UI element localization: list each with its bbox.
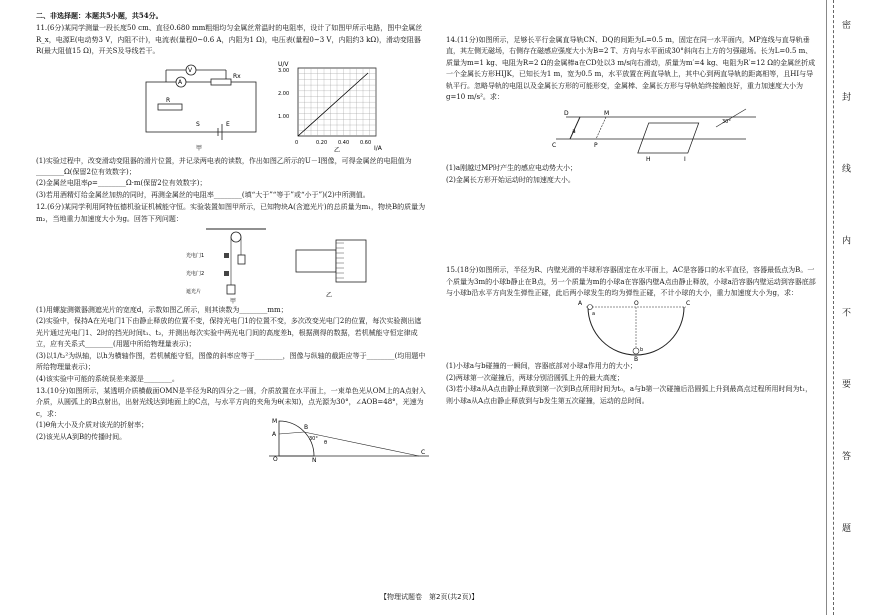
q11-stem: 11.(6分)某同学测量一段长度50 cm、直径0.680 mm粗细均匀金属丝常温时的电阻率，设计了如图甲所示电路，图中金属丝R_x，电源E(电动势3 V，内阻不计)，电流表(量程0~0.6 A，内阻为1 Ω)，电压表(量程0~3 V，内阻约3 kΩ)，滑动变阻器R(最大阻值15 Ω)，开关S及导线若干。 [36, 24, 423, 56]
svg-text:θ: θ [324, 440, 328, 447]
svg-text:C: C [421, 449, 426, 457]
label-gate1: 光电门1 [186, 253, 205, 260]
svg-text:B: B [304, 424, 309, 432]
svg-text:M: M [272, 418, 278, 426]
seal-line [833, 0, 834, 615]
q14-figure [446, 103, 818, 163]
q13-sub1: (1)θ角大小及介质对该光的折射率； [36, 421, 149, 430]
q15-hemisphere-diagram [576, 299, 696, 361]
q15-sub2: (2)两球第一次碰撞后，两球分别沿圆弧上升的最大高度； [446, 373, 624, 382]
svg-text:S: S [196, 120, 200, 128]
svg-text:I: I [684, 156, 686, 162]
q11-circuit-diagram [136, 62, 266, 152]
q11-fig-label-2: 乙 [334, 146, 341, 153]
svg-text:Rx: Rx [233, 72, 241, 80]
label-light: 遮光片 [186, 289, 202, 296]
q11-sub2: (2)金属丝电阻率ρ=________Ω·m(保留2位有效数字)； [36, 179, 207, 188]
ytick-2: 1.00 [278, 113, 290, 120]
ytick-1: 2.00 [278, 90, 290, 97]
svg-text:O: O [634, 300, 639, 308]
q12-figures [36, 225, 426, 305]
q12-sub3: (3)以1/t₂²为纵轴，以h为横轴作图，若机械能守恒，图像的斜率应等于________，图像与纵轴的截距应等于________(均用题中所给物理量表示)； [36, 351, 426, 372]
q12-atwood-machine [186, 225, 276, 305]
q14-stem: 14.(11分)如图所示，足够长平行金属直导轨CN、DQ的间距为L=0.5 m，固定在同一水平面内，MP连线与直导轨垂直，其左侧无磁场，右侧存在磁感应强度大小为B=2 T、方向与水平面成30°斜向右上方的匀强磁场。长为L=0.5 m、质量为m=1 kg、电阻为R=2 Ω的金属棒a在CD处以3 m/s向右滑动，质量为m′=4 kg、电阻为R′=12 Ω的金属丝折成一个金属长方形HIJK，已知长为1 m，宽为0.5 m，水平放置在两直导轨上，其中心到两直导轨的距离相等，且HI与导轨平行。忽略导轨的电阻以及金属长方形的可能形变，金属棒、金属长方形与导轨始终接触良好，重力加速度大小为g=10 m/s²。求： [446, 36, 816, 102]
svg-text:C: C [686, 300, 691, 308]
left-column [36, 10, 426, 466]
q15-stem: 15.(18分)如图所示，半径为R、内壁光滑的半球形容器固定在水平面上，AC是容器口的水平直径，容器最低点为B。一个质量为3m的小球b静止在B点，另一个质量为m的小球a在容器内壁A点由静止释放，小球a沿容器内壁运动到容器底部与小球b沿水平方向发生弹性正碰，此后两小球发生的均为弹性正碰，不计小球的大小，重力加速度大小为g，求： [446, 266, 816, 298]
graph-ylabel: U/V [278, 60, 289, 68]
svg-text:A: A [178, 78, 183, 86]
svg-text:V: V [188, 66, 193, 74]
svg-text:O: O [273, 456, 278, 463]
xtick-2: 0.40 [338, 139, 350, 146]
q12-fig-label-1: 甲 [230, 298, 237, 306]
q11-ui-graph [276, 58, 386, 153]
q15-sub3: (3)若小球a从A点由静止释放到第一次到B点所用时间为t₀，a与b第一次碰撞后沿圆弧上升到最高点过程所用时间为t₁，则小球a从A点由静止释放到与b发生第五次碰撞，运动的总时间。 [446, 385, 813, 405]
xtick-3: 0.60 [360, 139, 372, 146]
svg-text:P: P [594, 142, 598, 150]
svg-text:E: E [226, 120, 230, 128]
q13-stem: 13.(10分)如图所示，某透明介质横截面OMN是半径为R的四分之一圆，介质放置在水平面上，一束单色光从OM上的A点射入介质，从圆弧上的B点射出，出射光线达到地面上的C点，与水平方向的夹角为θ(未知)，点光源为30°，∠AOB=48°，光速为c，求： [36, 386, 426, 418]
q13-sub2: (2)该光从A到B的传播时间。 [36, 432, 127, 441]
q11-sub1: (1)实验过程中，改变滑动变阻器的滑片位置，并记录两电表的读数，作出如图乙所示的U－I图像，可得金属丝的电阻值为________Ω(保留2位有效数字)； [36, 156, 412, 177]
q13-block [36, 420, 426, 466]
right-column [446, 34, 818, 407]
q12-stem: 12.(6分)某同学利用阿特伍德机验证机械能守恒。实验装置如图甲所示，已知物块A(含遮光片)的总质量为m₁，物块B的质量为m₂，当地重力加速度大小为g。回答下列问题： [36, 203, 426, 223]
xtick-1: 0.20 [316, 139, 328, 146]
svg-text:b: b [640, 347, 644, 354]
q11-figures [36, 58, 426, 156]
svg-text:R: R [166, 96, 171, 104]
svg-text:M: M [604, 110, 610, 118]
page-footer: 【物理试题卷 第2页(共2页)】 [380, 593, 479, 601]
q15-sub1: (1)小球a与b碰撞的一瞬间，容器底部对小球a作用力的大小； [446, 362, 637, 371]
svg-text:30°: 30° [722, 119, 731, 126]
svg-text:A: A [578, 300, 583, 308]
svg-text:D: D [564, 110, 569, 118]
svg-text:N: N [312, 457, 317, 463]
q14-sub1: (1)a刚越过MP时产生的感应电动势大小； [446, 164, 577, 173]
q12-sub1: (1)用螺旋测微器测遮光片的宽度d，示数如图乙所示，则其读数为________mm； [36, 306, 288, 315]
svg-text:a: a [572, 128, 576, 136]
q14-answer-space [446, 186, 818, 264]
ytick-0: 3.00 [278, 67, 290, 74]
xtick-0: 0 [295, 139, 299, 146]
q12-sub2: (2)实验中，保持A在光电门1下由静止释放的位置不变，保持光电门1的位置不变，多次改变光电门2的位置，每次实验测出遮光片通过光电门1、2时的挡光时间t₁、t₂，并测出每次实验中两光电门间的高度差h，根据测得的数据，若机械能守恒定律成立，应有关系式________(用题中所给物理量表示)； [36, 317, 422, 349]
svg-text:A: A [272, 431, 277, 439]
q14-rails-diagram [546, 103, 766, 161]
q15-figure [446, 299, 818, 361]
label-gate2: 光电门2 [186, 271, 205, 278]
q14-sub2: (2)金属长方形开始运动时的加速度大小。 [446, 175, 575, 184]
svg-text:a: a [592, 311, 596, 318]
q11-fig-label-1: 甲 [196, 144, 203, 152]
q12-micrometer [286, 225, 376, 305]
seal-notice: 密 封 线 内 不 要 答 题 [840, 20, 850, 563]
graph-xlabel: I/A [374, 144, 382, 152]
q11-sub3: (3)若用酒精灯给金属丝加热的同时，再测金属丝的电阻率________(填“大于”“等于”或“小于”)(2)中所测值。 [36, 190, 370, 199]
q12-sub4: (4)该实验中可能的系统误差来源是________。 [36, 374, 179, 383]
svg-text:C: C [552, 142, 557, 150]
svg-text:H: H [646, 156, 651, 162]
section-title: 二、非选择题：本题共5小题，共54分。 [36, 11, 163, 20]
svg-text:30°: 30° [309, 436, 318, 443]
binder-margin [826, 0, 870, 615]
q12-fig-label-2: 乙 [326, 292, 333, 300]
svg-text:B: B [634, 356, 639, 362]
q13-quarter-circle-diagram [264, 416, 434, 462]
